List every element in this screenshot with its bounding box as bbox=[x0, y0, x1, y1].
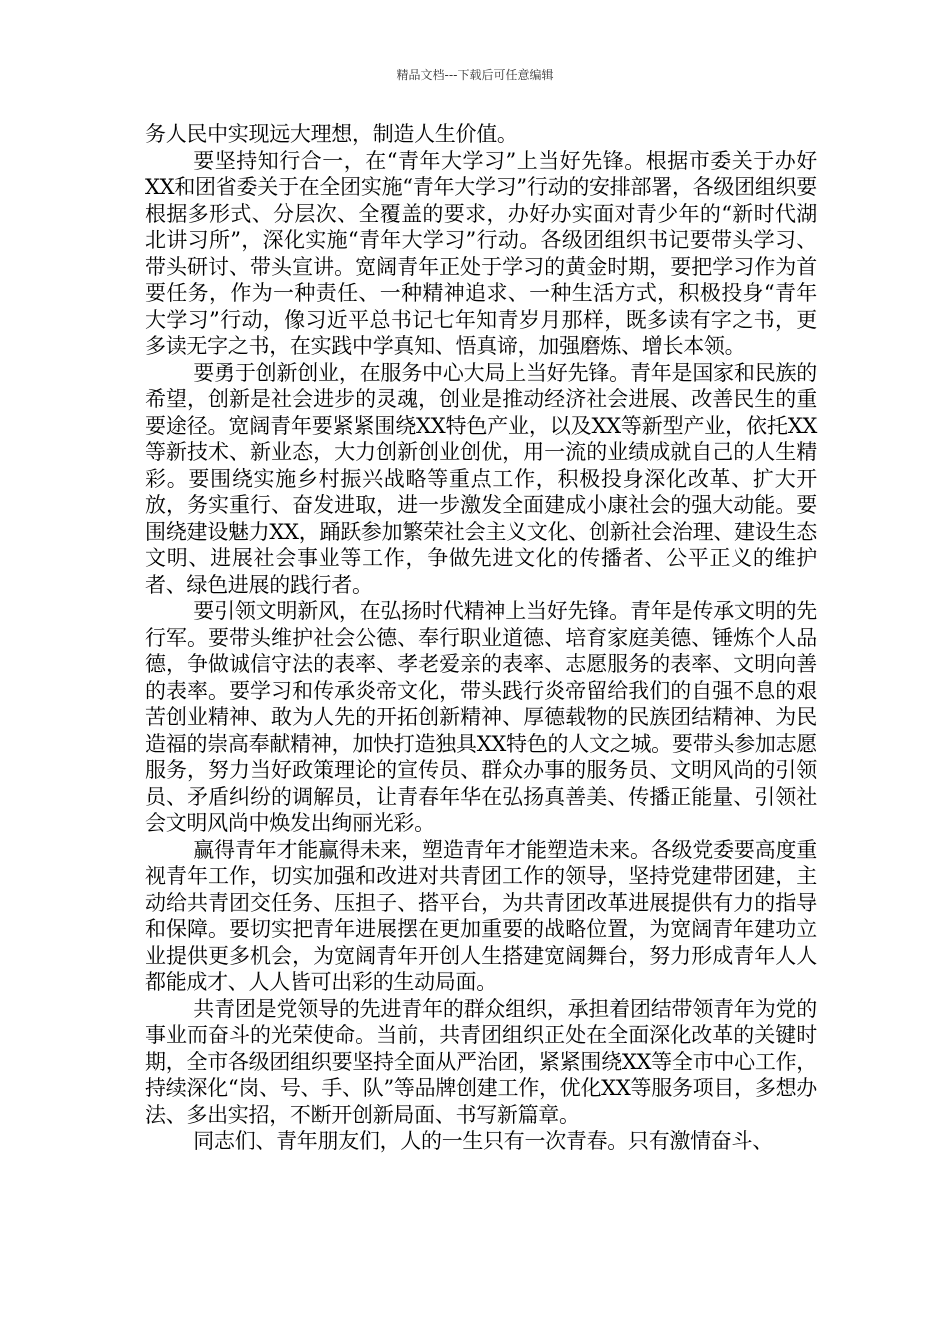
page-header: 精品文档---下载后可任意编辑 bbox=[396, 68, 554, 82]
paragraph-civilization: 要引领文明新风，在弘扬时代精神上当好先锋。青年是传承文明的先行军。要带头维护社会公德、奉行职业道德、培育家庭美德、锤炼个人品德，争做诚信守法的表率、孝老爱亲的表率、志愿服务的表率、文明向善的表率。要学习和传承炎帝文化，带头践行炎帝留给我们的自强不息的艰苦创业精神、敢为人先的开拓创新精神、厚德载物的民族团结精神、为民造福的崇高奉献精神，加快打造独具XX特色的人文之城。要带头参加志愿服务，努力当好政策理论的宣传员、群众办事的服务员、文明风尚的引领员、矛盾纠纷的调解员，让青春年华在弘扬真善美、传播正能量、引领社会文明风尚中焕发出绚丽光彩。 bbox=[145, 599, 817, 835]
paragraph-innovation: 要勇于创新创业，在服务中心大局上当好先锋。青年是国家和民族的希望，创新是社会进步的灵魂，创业是推动经济社会进展、改善民生的重要途径。宽阔青年要紧紧围绕XX特色产业，以及XX等新型产业，依托XX等新技术、新业态，大力创新创业创优，用一流的业绩成就自己的人生精彩。要围绕实施乡村振兴战略等重点工作，积极投身深化改革、扩大开放，务实重行、奋发进取，进一步激发全面建成小康社会的强大动能。要围绕建设魅力XX，踊跃参加繁荣社会主义文化、创新社会治理、建设生态文明、进展社会事业等工作，争做先进文化的传播者、公平正义的维护者、绿色进展的践行者。 bbox=[145, 360, 817, 597]
paragraph-league: 共青团是党领导的先进青年的群众组织，承担着团结带领青年为党的事业而奋斗的光荣使命。当前，共青团组织正处在全面深化改革的关键时期，全市各级团组织要坚持全面从严治团，紧紧围绕XX等全市中心工作，持续深化“岗、号、手、队”等品牌创建工作，优化XX等服务项目，多想办法、多出实招，不断开创新局面、书写新篇章。 bbox=[145, 996, 817, 1127]
paragraph-closing: 同志们、青年朋友们，人的一生只有一次青春。只有激情奋斗、 bbox=[193, 1129, 773, 1153]
paragraph-youth-work: 赢得青年才能赢得未来，塑造青年才能塑造未来。各级党委要高度重视青年工作，切实加强和改进对共青团工作的领导，坚持党建带团建，主动给共青团交任务、压担子、搭平台，为共青团改革进展提供有力的指导和保障。要切实把青年进展摆在更加重要的战略位置，为宽阔青年建功立业提供更多机会，为宽阔青年开创人生搭建宽阔舞台，努力形成青年人人都能成才、人人皆可出彩的生动局面。 bbox=[145, 837, 817, 994]
paragraph-study: 要坚持知行合一，在“青年大学习”上当好先锋。根据市委关于办好XX和团省委关于在全团实施“青年大学习”行动的安排部署，各级团组织要根据多形式、分层次、全覆盖的要求，办好办实面对青少年的“新时代湖北讲习所”，深化实施“青年大学习”行动。各级团组织书记要带头学习、带头研讨、带头宣讲。宽阔青年正处于学习的黄金时期，要把学习作为首要任务，作为一种责任、一种精神追求、一种生活方式，积极投身“青年大学习”行动，像习近平总书记七年知青岁月那样，既多读有字之书，更多读无字之书，在实践中学真知、悟真谛，加强磨炼、增长本领。 bbox=[145, 148, 817, 358]
paragraph-continuation: 务人民中实现远大理想，制造人生价值。 bbox=[145, 122, 518, 146]
document-body bbox=[145, 121, 817, 1155]
